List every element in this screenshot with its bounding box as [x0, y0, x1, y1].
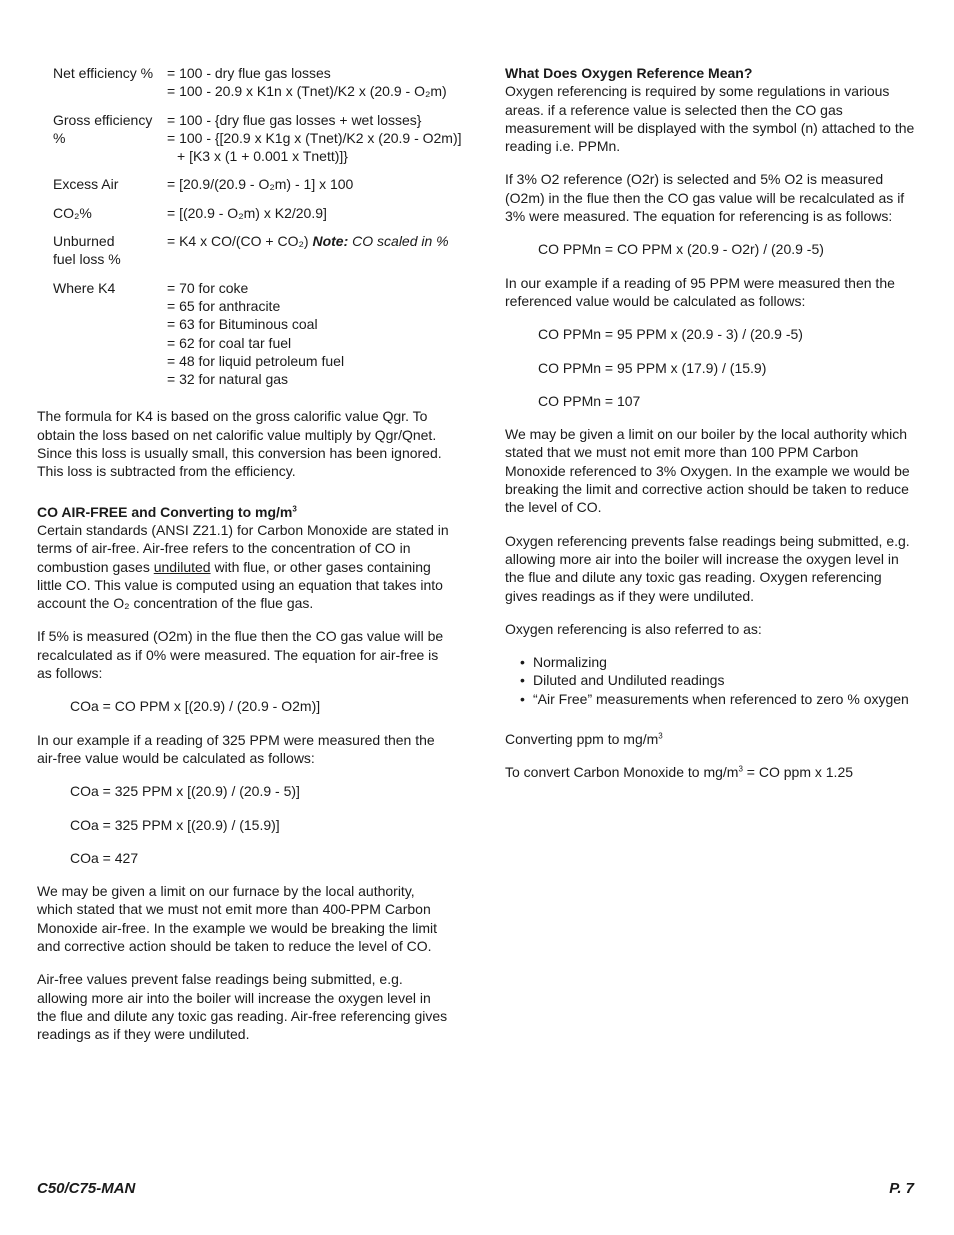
note-label: Note: [312, 233, 349, 250]
oxygen-paragraph: Oxygen referencing prevents false readings being submitted, e.g. allowing more air into the boiler will increase the oxygen level in the flue and dilute any toxic gas reading. Oxygen referencing gives readings as if they were undiluted. [505, 532, 910, 604]
formula-label: Unburned fuel loss % [53, 233, 121, 268]
formula-label: Where K4 [53, 279, 116, 296]
oxygen-paragraph: Oxygen referencing is required by some regulations in various areas. if a reference value is selected then the CO gas measurement will be displayed with the symbol (n) attached to the reading i.e. PPMn. [505, 83, 915, 155]
equation: CO PPMn = 95 PPM x (20.9 - 3) / (20.9 -5) [538, 326, 803, 343]
efficiency-formulas [53, 64, 462, 388]
airfree-paragraph: In our example if a reading of 325 PPM were measured then the air-free value would be calculated as follows: [37, 731, 435, 766]
equation: COa = 325 PPM x [(20.9) / (15.9)] [70, 816, 280, 833]
oxygen-paragraph: Oxygen referencing is also referred to as: [505, 620, 762, 637]
formula-label: Excess Air [53, 176, 119, 193]
oxygen-paragraph: In our example if a reading of 95 PPM were measured then the referenced value would be calculated as follows: [505, 274, 895, 309]
oxygen-reference-heading: What Does Oxygen Reference Mean? [505, 65, 753, 81]
document-id: C50/C75-MAN [37, 1180, 136, 1197]
formula-row [53, 64, 452, 101]
airfree-paragraph: We may be given a limit on our furnace by the local authority, which stated that we must not emit more than 400-PPM Carbon Monoxide air-free. In the example we would be breaking the limit and corrective action should be taken to reduce the level of CO. [37, 883, 437, 954]
formula-value: = [(20.9 - O₂m) x K2/20.9] [167, 204, 327, 221]
formula-value: = K4 x CO/(CO + CO₂) Note: CO scaled in % [167, 233, 449, 250]
equation: CO PPMn = CO PPM x (20.9 - O2r) / (20.9 -5) [538, 241, 824, 258]
airfree-paragraph: If 5% is measured (O2m) in the flue then the CO gas value will be recalculated as if 0% were measured. The equation for air-free is as follows: [37, 628, 444, 682]
convert-title: Converting ppm to $mg/m^3$ [505, 731, 663, 748]
formula-value: = 70 for coke = 65 for anthracite = 63 for Bituminous coal = 62 for coal tar fuel = 48 for liquid petroleum fuel = 32 for natural gas [167, 279, 345, 388]
formula-label: CO₂% [53, 204, 92, 221]
note-text: CO scaled in % [348, 233, 449, 250]
formula-row [53, 111, 462, 166]
formula-value: = [20.9/(20.9 - O₂m) - 1] x 100 [167, 176, 354, 193]
page-number: P. 7 [889, 1180, 914, 1197]
equation: CO PPMn = 107 [538, 392, 641, 409]
list-item: • Diluted and Undiluted readings [520, 671, 915, 689]
equation: COa = 325 PPM x [(20.9) / (20.9 - 5)] [70, 783, 300, 800]
formula-row [53, 232, 452, 269]
formula-label: Gross efficiency % [53, 111, 153, 146]
equation: CO PPMn = 95 PPM x (17.9) / (15.9) [538, 359, 767, 376]
airfree-heading: CO AIR-FREE and Converting to $mg/m^3$ [37, 503, 297, 520]
formula-value: = 100 - dry flue gas losses = 100 - 20.9 x K1n x (Tnet)/K2 x (20.9 - O₂m) [167, 65, 447, 100]
airfree-paragraph: Air-free values prevent false readings being submitted, e.g. allowing more air into the boiler will increase the oxygen level in the flue and dilute any toxic gas reading. Air-free referencing gives readings as if they were undiluted. [37, 971, 448, 1043]
list-item: • “Air Free” measurements when referenced to zero % oxygen [520, 690, 915, 708]
airfree-paragraph: Certain standards (ANSI Z21.1) for Carbon Monoxide are stated in terms of air-free. Air-free refers to the concentration of CO in combustion gases undiluted with flue, or other gases containing little CO. This value is computed using an equation that takes into account the O₂ concentration of the flue gas. [37, 521, 449, 612]
oxygen-paragraph: If 3% O2 reference (O2r) is selected and 5% O2 is measured (O2m) in the flue then the CO gas value will be recalculated as if 3% were measured. The equation for referencing is as follows: [505, 171, 905, 225]
formula-label: Net efficiency % [53, 65, 154, 81]
oxygen-paragraph: We may be given a limit on our boiler by the local authority which stated that we must not emit more than 100 PPM Carbon Monoxide referenced to 3% Oxygen. In the example we would be breaking the limit and corrective action should be taken to reduce the level of CO. [505, 426, 910, 516]
k4-paragraph: The formula for K4 is based on the gross calorific value Qgr. To obtain the loss based on net calorific value multiply by Qgr/Qnet. Since this loss is usually small, this conversion has been ignored. This loss is subtracted from the efficiency. [37, 408, 442, 480]
equation: COa = CO PPM x [(20.9) / (20.9 - O2m)] [70, 698, 321, 715]
formula-value: = 100 - {dry flue gas losses + wet losses} = 100 - {[20.9 x K1g x (Tnet)/K2 x (20.9 - O2m)] + [K3 x (1 + 0.001 x Tnett)]} [167, 111, 462, 165]
right-column [505, 64, 915, 797]
equation: COa = 427 [70, 849, 139, 866]
formula-row [53, 204, 452, 222]
left-column [37, 64, 462, 1058]
bullet-list [505, 653, 915, 708]
formula-row [53, 279, 452, 389]
formula-row [53, 175, 452, 193]
convert-paragraph: To convert Carbon Monoxide to $mg/m^3$ = CO ppm x 1.25 [505, 764, 854, 781]
list-item: • Normalizing [520, 653, 915, 671]
